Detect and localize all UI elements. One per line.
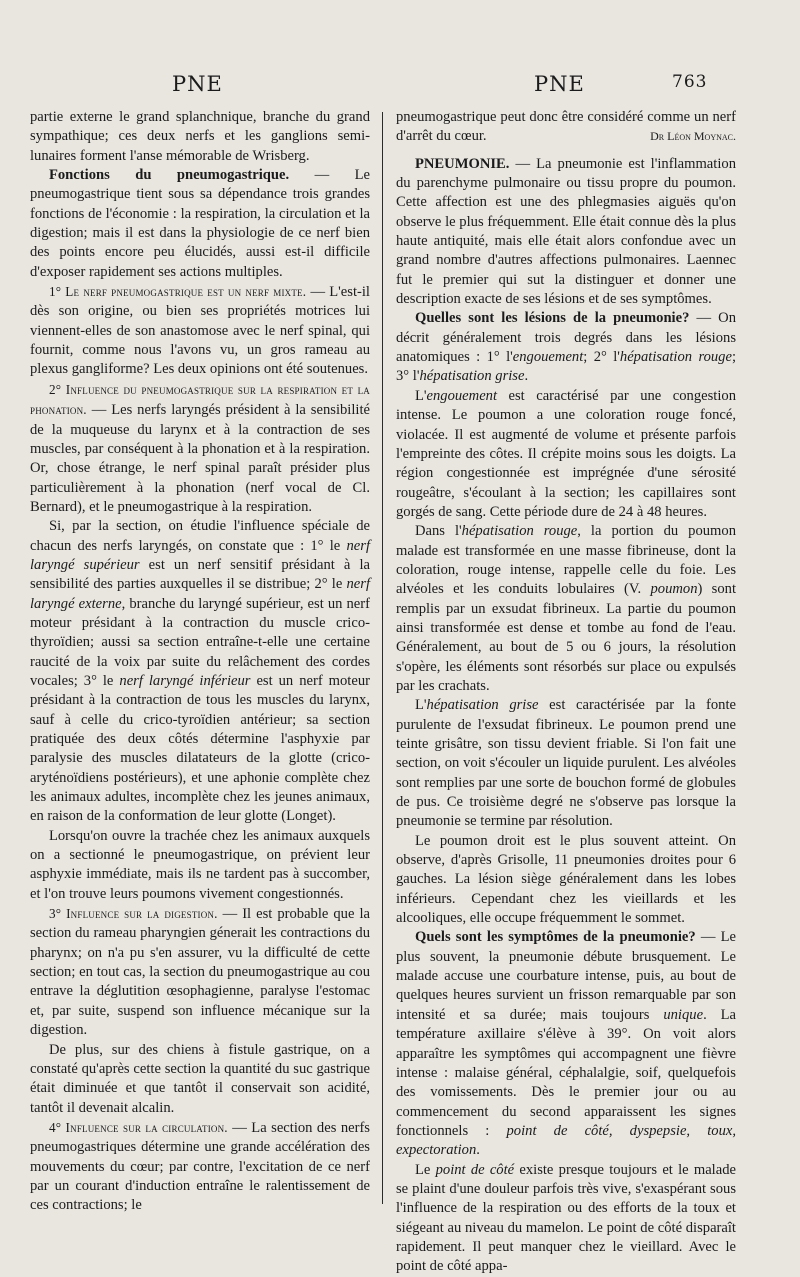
subsection-heading: 3° Influence sur la digestion. (48, 906, 218, 922)
paragraph-text: est un nerf moteur présidant à la contraction de tous les muscles du larynx, sauf à celle du crico-tyroïdien antérieur; sa section pratiquée des deux côtés détermine l'asphyxie par paralysie des muscles dilatateurs de la glotte (crico-aryténoïdiens postérieurs), et une aphonie complète chez les animaux adultes, incomplète chez les jeunes animaux, en raison de la conformation de leur glotte (Longet). (30, 672, 370, 825)
paragraph (30, 904, 370, 1040)
paragraph-text: — Le pneumogastrique tient sous sa dépendance trois grandes fonctions de l'économie : la respiration, la circulation et la digestion; mais il est dans la physiologie de ce nerf bien des points encore peu élucidés, aussi est-il difficile d'exposer rapidement ses actions multiples. (30, 167, 370, 280)
paragraph (396, 696, 736, 831)
paragraph-text: est caractérisée par la fonte purulente de l'exsudat fibrineux. Le poumon prend une teinte grisâtre, son tissu devient friable. Si l'on fait une section, on voit s'écouler un liquide purulent. Les alvéoles sont remplies par une sorte de bouchon formé de globules de pus. Ce troisième degré ne s'observe pas lorsque la pneumonie se termine par résolution. (396, 697, 736, 830)
paragraph-text: — Il est probable que la section du rameau pharyngien génerait les contractions du pharynx; on n'a pu s'en assurer, vu la difficulté de cette section; en tout cas, la section du pneumogastrique au cou entrave la déglutition œsophagienne, paralyse l'estomac et, par suite, suspend son influence mécanique sur la digestion. (30, 906, 370, 1039)
paragraph (30, 166, 370, 282)
paragraph: De plus, sur des chiens à fistule gastrique, on a constaté qu'après cette section la quantité du suc gastrique était diminuée et que tantôt il conservait son acidité, tantôt il devenait alcalin. (30, 1041, 370, 1116)
italic-term: unique (663, 1006, 704, 1023)
paragraph-text: — On décrit généralement trois degrés dans les lésions anatomiques : 1° l' (396, 310, 736, 366)
paragraph-text: . (476, 1142, 480, 1159)
entry-heading: PNEUMONIE. (414, 155, 510, 172)
paragraph-text: — La section des nerfs pneumogastriques détermine une grande accélération des mouvements du cœur; par contre, l'excitation de ce nerf par un courant d'induction entraîne le ralentissement de ces contractions; le (30, 1119, 370, 1214)
page-number: 763 (672, 72, 708, 92)
paragraph (30, 380, 370, 517)
paragraph-text: — Les nerfs laryngés président à la sensibilité de la muqueuse du larynx et à la contraction de ses muscles, par conséquent à la phonation et à la respiration. Or, chose étrange, le nerf spinal paraît présider plus particulièrement à la phonation (nerf vocal de Cl. Bernard), et le pneumogastrique à la respiration. (30, 402, 370, 515)
italic-term: hépatisation grise (419, 368, 525, 385)
paragraph (396, 155, 736, 310)
paragraph-text: — L'est-il dès son origine, ou bien ses propriétés motrices lui viennent-elles de son anastomose avec le nerf spinal, qui fournit, comme nous l'avons vu, un gros rameau au plexus gangliforme? Les deux opinions ont été soutenues. (30, 284, 370, 378)
italic-term: nerf laryngé inférieur (119, 672, 251, 689)
paragraph (396, 108, 736, 147)
paragraph (30, 282, 370, 380)
paragraph-text: ; 3° l' (396, 349, 737, 385)
paragraph-text: L' (414, 387, 427, 404)
paragraph (396, 309, 736, 386)
italic-term: nerf laryngé supérieur (30, 537, 370, 573)
paragraph-text: Le (414, 1161, 436, 1178)
paragraph: Le poumon droit est le plus souvent atteint. On observe, d'après Grisolle, 11 pneumonies droites pour 6 gauches. La lésion siège généralement dans les lobes inférieurs. Cependant chez les vieillards et les alcooliques, elle occupe fréquemment le sommet. (396, 832, 736, 927)
italic-term: engouement (512, 349, 584, 366)
paragraph-text: L' (414, 697, 427, 714)
paragraph-text: existe presque toujours et le malade se plaint d'une douleur parfois très vive, s'exaspérant sous l'influence de la respiration ou des efforts de la toux et siégeant au niveau du mamelon. Le point de côté disparaît rapidement. Il peut manquer chez le vieillard. Avec le point de côté appa- (396, 1161, 736, 1275)
italic-term: poumon (650, 581, 698, 598)
italic-term: hépatisation rouge (461, 523, 578, 540)
paragraph (396, 1161, 736, 1277)
paragraph-text: Dans l' (414, 523, 462, 540)
subsection-heading: 1° Le nerf pneumogastrique est un nerf mixte. (48, 284, 307, 300)
subsection-heading: 4° Influence sur la circulation. (48, 1119, 228, 1135)
paragraph: partie externe le grand splanchnique, branche du grand sympathique; ces deux nerfs et les ganglions semi-lunaires forment l'anse mémorable de Wrisberg. (30, 109, 370, 164)
paragraph: Lorsqu'on ouvre la trachée chez les animaux auxquels on a sectionné le pneumogastrique, on prévient leur asphyxie immédiate, mais ils ne tardent pas à succomber, et l'on trouve leurs poumons vivement congestionnés. (30, 827, 370, 902)
italic-term: engouement (426, 387, 498, 404)
paragraph-text: est un nerf sensitif présidant à la sensibilité des parties auxquelles il se distribue; 2° le (30, 556, 371, 593)
paragraph-text: — Le plus souvent, la pneumonie débute brusquement. Le malade accuse une courbature intense, puis, au bout de quelques heures survient un frisson remarquable par son intensité et sa durée; mais toujours (396, 929, 736, 1023)
paragraph (30, 1118, 370, 1216)
paragraph-text: ; 2° l' (583, 349, 620, 366)
paragraph-text: — La pneumonie est l'inflammation du parenchyme pulmonaire ou tissu propre du poumon. Cette affection est une des phlegmasies aiguës qu'on observe le plus fréquemment. Elle était connue dès la plus haute antiquité, mais elle était alors confondue avec un grand nombre d'autres affections pulmonaires. Laennec fut le premier qui sut la distinguer et donner une description exacte de ses lésions et de ses symptômes. (396, 155, 736, 308)
running-head-center: PNE (534, 72, 585, 96)
question-heading: Quels sont les symptômes de la pneumonie? (414, 929, 696, 946)
author-signature: Dr Léon Moynac. (650, 129, 736, 144)
paragraph-text: Si, par la section, on étudie l'influence spéciale de chacun des nerfs laryngés, on constate que : 1° le (30, 518, 370, 554)
left-column (30, 108, 370, 1216)
question-heading: Quelles sont les lésions de la pneumonie? (414, 310, 690, 327)
paragraph-text: . La température axillaire s'élève à 39°. On voit alors apparaître les symptômes qui accompagnent une fièvre intense : malaise général, céphalalgie, soif, quelquefois des vomissements. Dès le premier jour ou au commencement du second apparaissent les signes fonctionnels : (396, 1006, 736, 1139)
paragraph-text: est caractérisé par une congestion intense. Le poumon a une coloration rouge foncé, violacée. Il est augmenté de volume et présente parfois l'empreinte des côtes. Il crépite moins sous les doigts. La région congestionnée est imprégnée d'une sérosité rougeâtre, s'écoulant à la section; les capillaires sont gorgés de sang. Cette période dure de 24 à 48 heures. (396, 387, 736, 520)
paragraph-text: ) sont remplis par un exsudat fibrineux. La partie du poumon ainsi transformée est dense et tombe au fond de l'eau. Généralement, au bout de 5 ou 6 jours, la résolution s'opère, les éléments sont résorbés sur place ou expulsés par les crachats. (396, 581, 736, 694)
italic-term: hépatisation grise (426, 697, 539, 714)
paragraph-text: pneumogastrique peut donc être considéré comme un nerf d'arrêt du cœur. (396, 109, 736, 145)
italic-term: nerf laryngé externe (30, 576, 370, 612)
paragraph-text: , branche du laryngé supérieur, est un nerf moteur présidant à la contraction du muscle crico-thyroïdien; aussi sa section entraîne-t-elle une certaine raucité de la voix par suite du relâchement des cordes vocales; 3° le (30, 595, 371, 689)
paragraph (30, 517, 370, 827)
paragraph-text: . (524, 368, 529, 385)
subsection-heading: 2° Influence du pneumogastrique sur la respiration et la phonation. (30, 381, 370, 418)
italic-term: hépatisation rouge (619, 349, 732, 366)
paragraph-text: , la portion du poumon malade est transformée en une masse fibrineuse, dont la coloration, rouge intense, rappelle celle du foie. Les alvéoles et les conduits lobulaires (V. (396, 523, 737, 598)
paragraph (396, 928, 736, 1160)
italic-term: point de côté (435, 1161, 515, 1178)
running-head-left: PNE (172, 72, 223, 96)
paragraph (396, 387, 736, 522)
paragraph (396, 522, 736, 696)
right-column (396, 108, 736, 1277)
italic-term: point de côté, dyspepsie, toux, expectoration (396, 1122, 736, 1159)
column-divider (382, 112, 383, 1204)
section-heading: Fonctions du pneumogastrique. (48, 167, 290, 184)
